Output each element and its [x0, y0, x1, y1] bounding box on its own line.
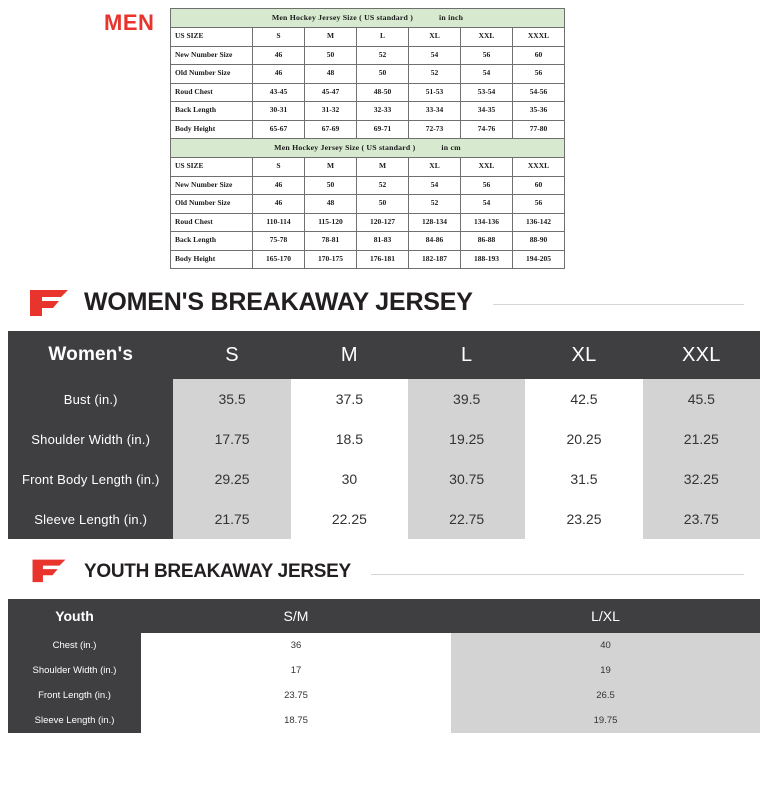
men-inch-col-6: XXXL: [513, 28, 565, 47]
cell: 188-193: [461, 250, 513, 269]
cell: 51-53: [409, 83, 461, 102]
cell: 46: [253, 176, 305, 195]
men-inch-col-2: M: [305, 28, 357, 47]
table-row: [171, 139, 565, 158]
cell: 31-32: [305, 102, 357, 121]
row-label: Bust (in.): [8, 379, 173, 419]
cell: 35.5: [173, 379, 290, 419]
men-title: MEN: [104, 10, 155, 35]
cell: 52: [357, 176, 409, 195]
cell: 22.75: [408, 499, 525, 539]
cell: 56: [513, 195, 565, 214]
cell: 88-90: [513, 232, 565, 251]
row-label: Front Length (in.): [8, 683, 141, 708]
brand-logo-icon: [28, 557, 70, 587]
cell: 37.5: [291, 379, 408, 419]
cell: 17.75: [173, 419, 290, 459]
cell: 56: [461, 176, 513, 195]
youth-brand-header: [0, 557, 768, 587]
table-row: [8, 379, 760, 419]
cell: 42.5: [525, 379, 642, 419]
row-label: Roud Chest: [171, 213, 253, 232]
men-cm-col-1: S: [253, 158, 305, 177]
cell: 110-114: [253, 213, 305, 232]
men-inch-header-text: Men Hockey Jersey Size ( US standard ): [271, 12, 414, 22]
cell: 30: [291, 459, 408, 499]
cell: 34-35: [461, 102, 513, 121]
table-row: [171, 28, 565, 47]
cell: 50: [357, 195, 409, 214]
cell: 22.25: [291, 499, 408, 539]
row-label: Back Length: [171, 102, 253, 121]
divider: [371, 574, 744, 575]
cell: 170-175: [305, 250, 357, 269]
cell: 50: [305, 176, 357, 195]
men-cm-col-0: US SIZE: [171, 158, 253, 177]
cell: 165-170: [253, 250, 305, 269]
cell: 30.75: [408, 459, 525, 499]
row-label: Body Height: [171, 250, 253, 269]
table-row: [171, 46, 565, 65]
youth-col-1: S/M: [141, 599, 451, 633]
womens-col-5: XXL: [643, 331, 760, 379]
womens-size-table-wrapper: [0, 331, 768, 539]
men-inch-col-0: US SIZE: [171, 28, 253, 47]
table-row: [8, 633, 760, 658]
table-row: [8, 459, 760, 499]
cell: 46: [253, 46, 305, 65]
cell: 48: [305, 65, 357, 84]
men-cm-col-3: M: [357, 158, 409, 177]
men-inch-col-1: S: [253, 28, 305, 47]
cell: 67-69: [305, 120, 357, 139]
cell: 48-50: [357, 83, 409, 102]
cell: 33-34: [409, 102, 461, 121]
men-inch-col-3: L: [357, 28, 409, 47]
men-inch-header: [171, 9, 565, 28]
men-cm-col-5: XXL: [461, 158, 513, 177]
table-row: [8, 708, 760, 733]
table-header-row: [8, 331, 760, 379]
cell: 56: [513, 65, 565, 84]
cell: 81-83: [357, 232, 409, 251]
cell: 21.75: [173, 499, 290, 539]
table-row: [171, 158, 565, 177]
cell: 45-47: [305, 83, 357, 102]
cell: 46: [253, 195, 305, 214]
cell: 54: [409, 46, 461, 65]
cell: 45.5: [643, 379, 760, 419]
cell: 54: [409, 176, 461, 195]
cell: 136-142: [513, 213, 565, 232]
cell: 46: [253, 65, 305, 84]
table-row: [171, 120, 565, 139]
cell: 54: [461, 65, 513, 84]
cell: 23.75: [643, 499, 760, 539]
men-section: [0, 0, 768, 269]
row-label: Roud Chest: [171, 83, 253, 102]
men-inch-unit: in inch: [439, 12, 464, 22]
table-header-row: [8, 599, 760, 633]
table-row: [171, 232, 565, 251]
youth-col-2: L/XL: [451, 599, 760, 633]
cell: 134-136: [461, 213, 513, 232]
cell: 36: [141, 633, 451, 658]
cell: 182-187: [409, 250, 461, 269]
cell: 60: [513, 176, 565, 195]
cell: 30-31: [253, 102, 305, 121]
cell: 20.25: [525, 419, 642, 459]
cell: 50: [305, 46, 357, 65]
womens-size-table: [8, 331, 760, 539]
cell: 29.25: [173, 459, 290, 499]
cell: 86-88: [461, 232, 513, 251]
cell: 18.75: [141, 708, 451, 733]
cell: 74-76: [461, 120, 513, 139]
row-label: Sleeve Length (in.): [8, 708, 141, 733]
row-label: Sleeve Length (in.): [8, 499, 173, 539]
cell: 32-33: [357, 102, 409, 121]
cell: 40: [451, 633, 760, 658]
table-row: [171, 213, 565, 232]
cell: 26.5: [451, 683, 760, 708]
cell: 72-73: [409, 120, 461, 139]
cell: 128-134: [409, 213, 461, 232]
cell: 176-181: [357, 250, 409, 269]
row-label: Old Number Size: [171, 65, 253, 84]
row-label: New Number Size: [171, 46, 253, 65]
womens-col-2: M: [291, 331, 408, 379]
cell: 54: [461, 195, 513, 214]
cell: 75-78: [253, 232, 305, 251]
divider: [493, 304, 744, 305]
cell: 77-80: [513, 120, 565, 139]
men-tables-wrapper: [170, 8, 565, 269]
cell: 115-120: [305, 213, 357, 232]
men-cm-unit: in cm: [441, 142, 461, 152]
row-label: Front Body Length (in.): [8, 459, 173, 499]
table-row: [8, 419, 760, 459]
table-row: [8, 683, 760, 708]
table-row: [8, 658, 760, 683]
womens-col-1: S: [173, 331, 290, 379]
row-label: Shoulder Width (in.): [8, 419, 173, 459]
cell: 52: [409, 65, 461, 84]
men-inch-col-4: XL: [409, 28, 461, 47]
men-cm-header-text: Men Hockey Jersey Size ( US standard ): [274, 142, 416, 152]
row-label: Shoulder Width (in.): [8, 658, 141, 683]
cell: 60: [513, 46, 565, 65]
table-row: [171, 195, 565, 214]
cell: 69-71: [357, 120, 409, 139]
men-inch-col-5: XXL: [461, 28, 513, 47]
youth-size-table: [8, 599, 760, 733]
table-row: [171, 83, 565, 102]
row-label: Back Length: [171, 232, 253, 251]
cell: 194-205: [513, 250, 565, 269]
youth-brand-title: YOUTH BREAKAWAY JERSEY: [84, 561, 351, 582]
youth-size-table-wrapper: [0, 599, 768, 733]
cell: 19.25: [408, 419, 525, 459]
cell: 32.25: [643, 459, 760, 499]
men-cm-col-4: XL: [409, 158, 461, 177]
row-label: Body Height: [171, 120, 253, 139]
cell: 56: [461, 46, 513, 65]
brand-logo-icon: [28, 287, 70, 317]
men-cm-col-6: XXXL: [513, 158, 565, 177]
cell: 19: [451, 658, 760, 683]
table-row: [171, 9, 565, 28]
cell: 52: [409, 195, 461, 214]
table-row: [171, 102, 565, 121]
table-row: [171, 65, 565, 84]
cell: 17: [141, 658, 451, 683]
cell: 52: [357, 46, 409, 65]
cell: 23.75: [141, 683, 451, 708]
cell: 31.5: [525, 459, 642, 499]
womens-col-0: Women's: [8, 331, 173, 379]
row-label: Old Number Size: [171, 195, 253, 214]
men-cm-col-2: M: [305, 158, 357, 177]
table-row: [171, 250, 565, 269]
cell: 21.25: [643, 419, 760, 459]
cell: 78-81: [305, 232, 357, 251]
womens-brand-header: [0, 287, 768, 317]
youth-col-0: Youth: [8, 599, 141, 633]
womens-col-4: XL: [525, 331, 642, 379]
cell: 39.5: [408, 379, 525, 419]
cell: 53-54: [461, 83, 513, 102]
cell: 43-45: [253, 83, 305, 102]
cell: 23.25: [525, 499, 642, 539]
row-label: Chest (in.): [8, 633, 141, 658]
men-size-table-inch: [170, 8, 565, 269]
cell: 50: [357, 65, 409, 84]
womens-col-3: L: [408, 331, 525, 379]
cell: 48: [305, 195, 357, 214]
cell: 35-36: [513, 102, 565, 121]
cell: 19.75: [451, 708, 760, 733]
cell: 84-86: [409, 232, 461, 251]
table-row: [8, 499, 760, 539]
cell: 65-67: [253, 120, 305, 139]
womens-brand-title: WOMEN'S BREAKAWAY JERSEY: [84, 287, 473, 316]
row-label: New Number Size: [171, 176, 253, 195]
cell: 120-127: [357, 213, 409, 232]
cell: 54-56: [513, 83, 565, 102]
cell: 18.5: [291, 419, 408, 459]
men-cm-header: [171, 139, 565, 158]
table-row: [171, 176, 565, 195]
